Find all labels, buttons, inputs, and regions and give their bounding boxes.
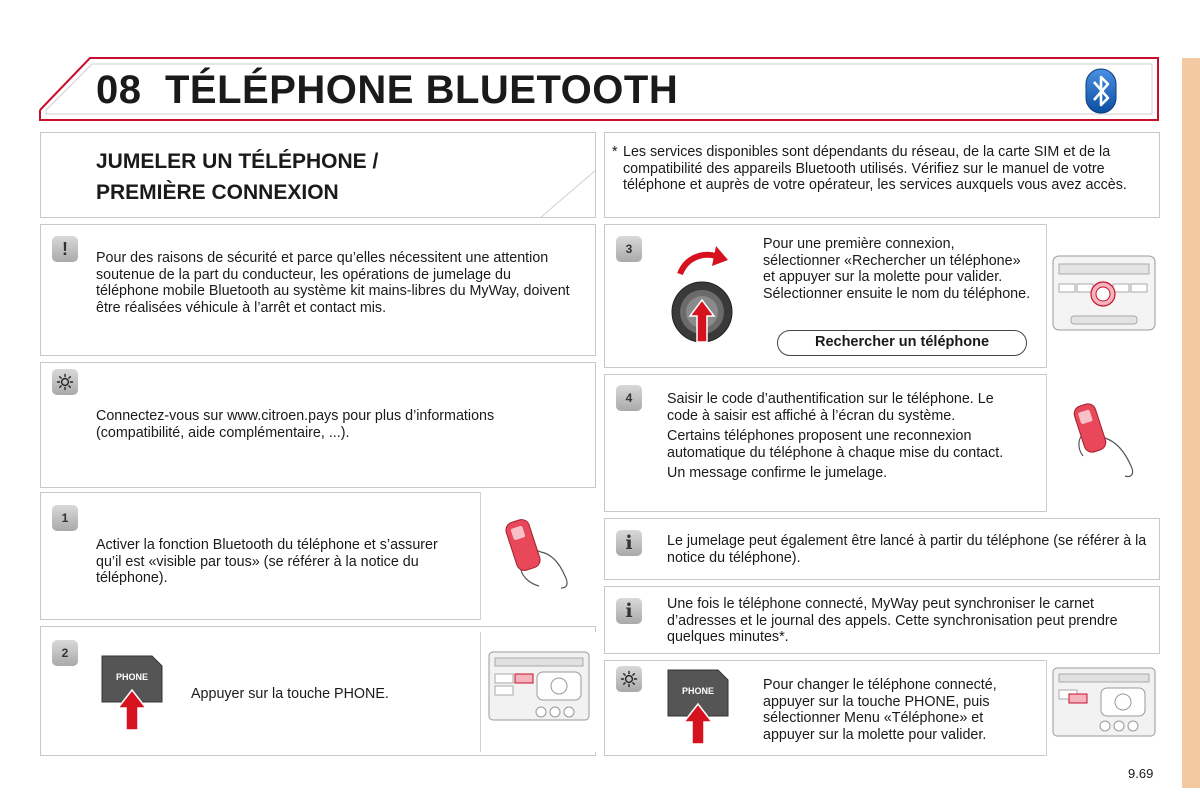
chapter-side-tab <box>1182 58 1200 788</box>
step-4-text <box>667 391 1027 482</box>
section-title-line2: PREMIÈRE CONNEXION <box>96 181 339 204</box>
phone-key-illustration <box>666 668 730 748</box>
section-title-fold <box>540 170 596 218</box>
chapter-title: TÉLÉPHONE BLUETOOTH <box>165 68 679 112</box>
chapter-number: 08 <box>96 68 142 112</box>
phone-key-illustration <box>100 654 164 734</box>
step-2-label: 2 <box>52 640 78 666</box>
phone-in-hand-illustration <box>480 492 596 620</box>
step-4-para-2: Certains téléphones proposent une reconnexion automatique du téléphone à chaque mise du contact. <box>667 428 1004 461</box>
info-2-text: Une fois le téléphone connecté, MyWay peut synchroniser le carnet d’adresses et le journal des appels. Cette synchronisation peut prendre quelques minutes*. <box>667 596 1118 645</box>
info-icon: i <box>616 598 642 624</box>
section-title <box>96 146 378 208</box>
phone-key-label: PHONE <box>115 672 148 682</box>
phone-shape <box>504 518 542 573</box>
rotary-knob-illustration <box>666 244 746 348</box>
step-3-text: Pour une première connexion, sélectionner «Rechercher un téléphone» et appuyer sur la molette pour valider. Sélectionner ensuite le nom du téléphone. <box>763 236 1031 302</box>
step-4-para-3: Un message confirme le jumelage. <box>667 465 888 481</box>
step-4-label: 4 <box>616 385 642 411</box>
search-phone-button[interactable]: Rechercher un téléphone <box>777 330 1027 356</box>
phone-code-illustration <box>1046 374 1160 512</box>
footnote-marker: * <box>612 144 618 160</box>
page-number: 9.69 <box>1128 766 1154 781</box>
section-title-line1: JUMELER UN TÉLÉPHONE / <box>96 150 379 173</box>
bluetooth-icon <box>1085 68 1117 114</box>
exclamation-icon: ! <box>52 236 78 262</box>
tip-icon <box>52 369 78 395</box>
tip-icon <box>616 666 642 692</box>
phone-key-label: PHONE <box>681 686 714 696</box>
tip-text: Connectez-vous sur www.citroen.pays pour plus d’informations (compatibilité, aide complémentaire, ...). <box>96 408 495 441</box>
info-icon: i <box>616 530 642 556</box>
control-panel-illustration <box>1046 660 1160 756</box>
step-3-label: 3 <box>616 236 642 262</box>
footnote-text: Les services disponibles sont dépendants du réseau, de la carte SIM et de la compatibilité des appareils Bluetooth utilisés. Vérifiez sur le manuel de votre téléphone et auprès de votre opérateur, les services auxquels vous avez accès. <box>623 144 1127 193</box>
control-panel-illustration <box>480 632 596 752</box>
tip-2-text: Pour changer le téléphone connecté, appuyer sur la touche PHONE, puis sélectionner Menu «Téléphone» et appuyer sur la molette pour valider. <box>763 677 997 743</box>
info-1-text: Le jumelage peut également être lancé à partir du téléphone (se référer à la notice du téléphone). <box>667 533 1147 566</box>
step-1-label: 1 <box>52 505 78 531</box>
step-1-text: Activer la fonction Bluetooth du téléphone et s’assurer qu’il est «visible par tous» (se référer à la notice du téléphone). <box>96 537 438 586</box>
step-2-text: Appuyer sur la touche PHONE. <box>191 686 389 702</box>
warning-text: Pour des raisons de sécurité et parce qu’elles nécessitent une attention soutenue de la part du conducteur, les opérations de jumelage du téléphone mobile Bluetooth au système kit mains-libres du MyWay, doivent être réalisées véhicule à l’arrêt et contact mis. <box>96 250 570 316</box>
radio-front-illustration <box>1046 224 1160 368</box>
step-4-para-1: Saisir le code d’authentification sur le téléphone. Le code à saisir est affiché à l’écran du système. <box>667 391 994 424</box>
